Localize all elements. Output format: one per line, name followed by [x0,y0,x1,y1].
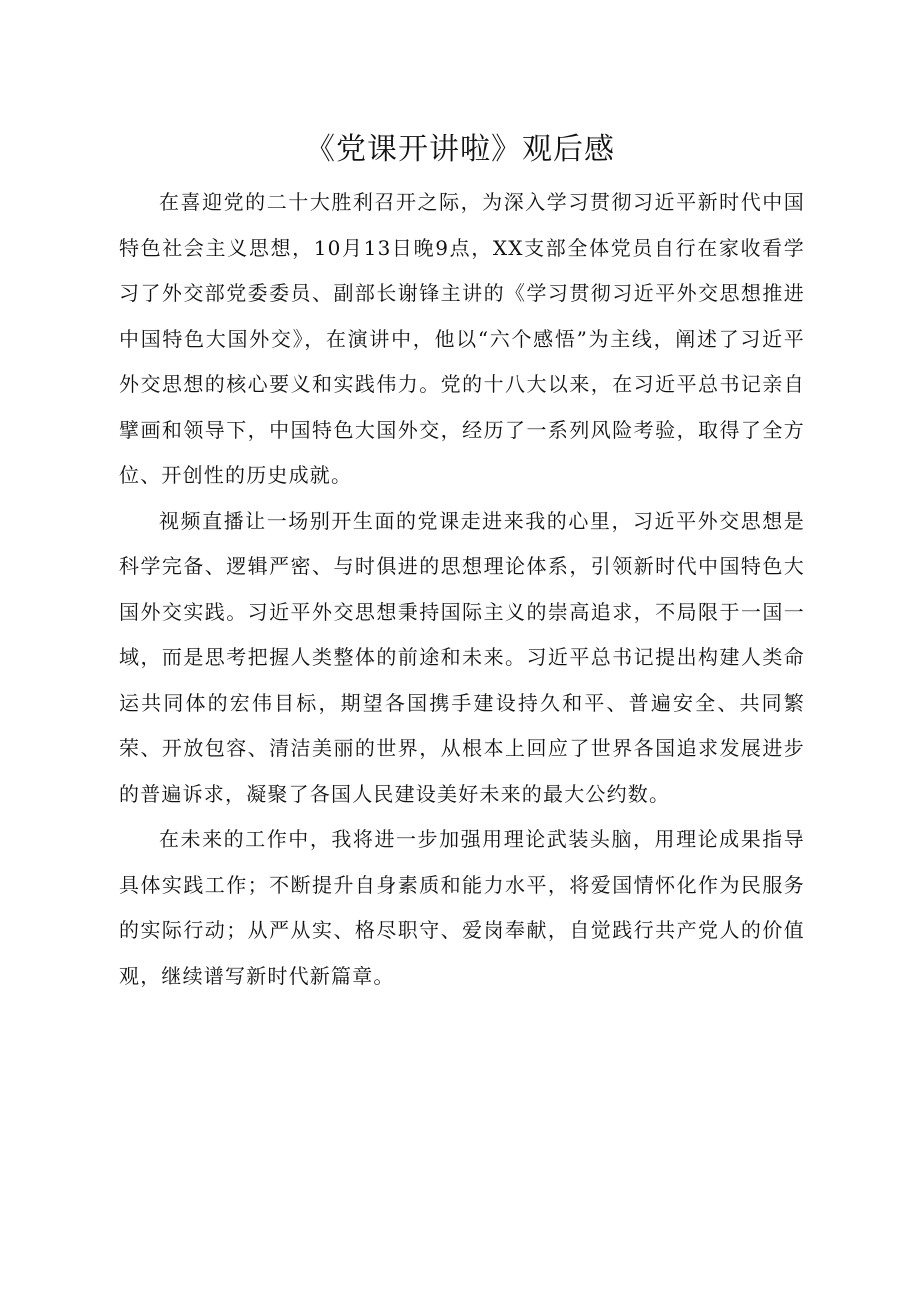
paragraph-1: 在喜迎党的二十大胜利召开之际，为深入学习贯彻习近平新时代中国特色社会主义思想，10月13日晚9点，XX支部全体党员自行在家收看学习了外交部党委委员、副部长谢锋主讲的《学习贯彻习近平外交思想推进中国特色大国外交》，在演讲中，他以“六个感悟”为主线，阐述了习近平外交思想的核心要义和实践伟力。党的十八大以来，在习近平总书记亲自擘画和领导下，中国特色大国外交，经历了一系列风险考验，取得了全方位、开创性的历史成就。 [119,190,805,487]
paragraph-3: 在未来的工作中，我将进一步加强用理论武装头脑，用理论成果指导具体实践工作；不断提升自身素质和能力水平，将爱国情怀化作为民服务的实际行动；从严从实、格尽职守、爱岗奉献，自觉践行共产党人的价值观，继续谱写新时代新篇章。 [119,827,805,988]
document-title: 《党课开讲啦》观后感 [305,132,615,167]
document-body [119,180,805,999]
paragraph-2: 视频直播让一场别开生面的党课走进来我的心里，习近平外交思想是科学完备、逻辑严密、与时俱进的思想理论体系，引领新时代中国特色大国外交实践。习近平外交思想秉持国际主义的崇高追求，不局限于一国一域，而是思考把握人类整体的前途和未来。习近平总书记提出构建人类命运共同体的宏伟目标，期望各国携手建设持久和平、普遍安全、共同繁荣、开放包容、清洁美丽的世界，从根本上回应了世界各国追求发展进步的普遍诉求，凝聚了各国人民建设美好未来的最大公约数。 [119,508,805,806]
